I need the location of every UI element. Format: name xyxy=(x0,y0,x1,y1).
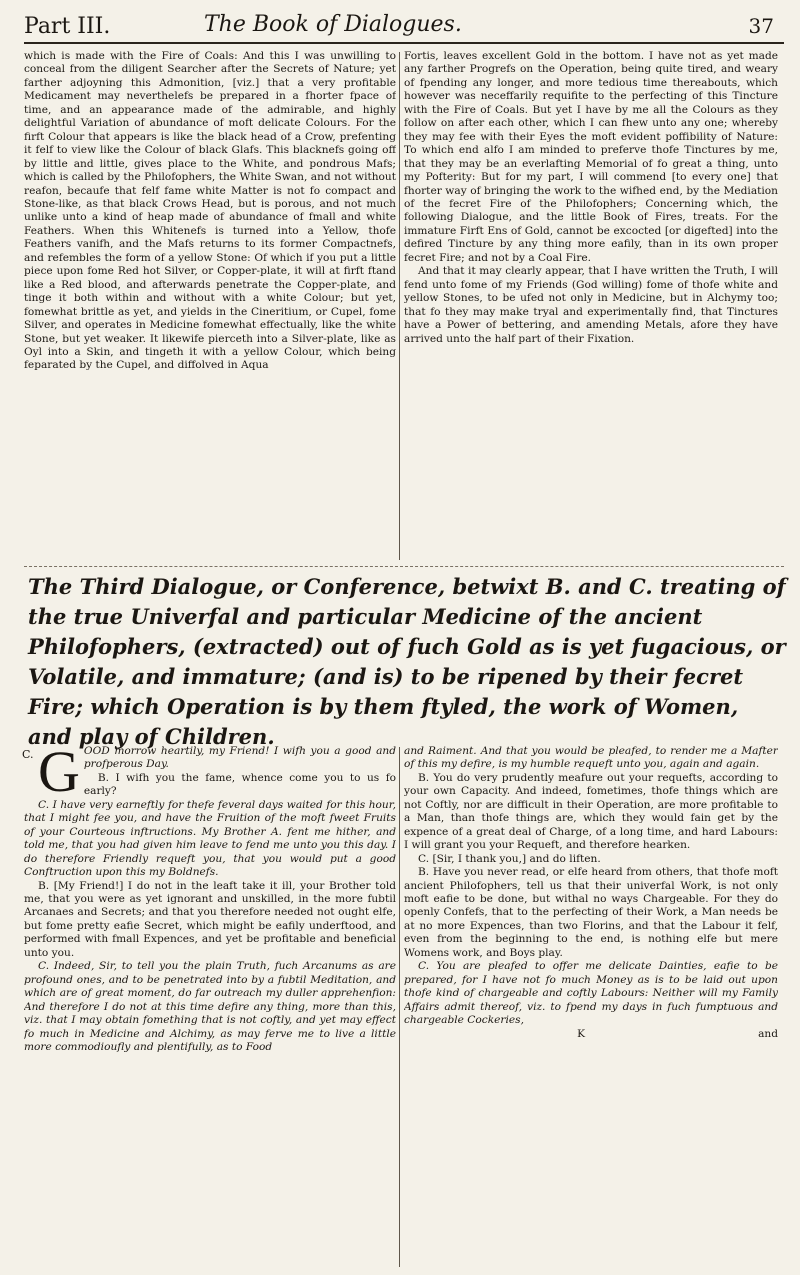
dialogue-heading: The Third Dialogue, or Conference, betwixt B. and C. treating of the true Univerfal and particular Medicine of the ancient Philofophers, (extracted) out of fuch Gold as is yet fugacious, or Volatile, and immature; (and is) to be ripened by their fecret Fire; which Operation is by them ftyled, the work of Women, and play of Children. xyxy=(28,574,786,749)
book-title: The Book of Dialogues. xyxy=(204,12,462,37)
paragraph: OOD morrow heartily, my Friend! I wifh you a good and profperous Day. xyxy=(83,745,396,771)
top-left-column xyxy=(24,50,396,558)
paragraph: B. Have you never read, or elfe heard from others, that thofe moft ancient Philofophers, tell us that their univerfal Work, is not only moft eafie to be done, but withal no ways Chargeable. For they do openly Confefs, that to the perfecting of their Work, a Man needs be at no more Expences, than two Florins, and that the Labour it felf, even from the beginning to the end, is nothing elfe but mere Womens work, and Boys play. xyxy=(404,866,778,959)
bottom-left-column xyxy=(24,745,396,1265)
header-rule xyxy=(24,42,784,44)
paragraph: Fortis, leaves excellent Gold in the bottom. I have not as yet made any farther Progrefs on the Operation, being quite tired, and weary of fpending any longer, and more tedious time thereabouts, which however was neceffarily requifite to the perfecting of this Tincture with the Fire of Coals. But yet I have by me all the Colours as they follow on after each other, which I can fhew unto any one; whereby they may fee with their Eyes the moft evident poffibility of Nature: To which end alfo I am minded to preferve thofe Tinctures by me, that they may be an everlafting Memorial of fo great a thing, unto my Pofterity: But for my part, I will commend [to every one] that fhorter way of bringing the work to the wifhed end, by the Mediation of the fecret Fire of the Philofophers; Concerning which, the following Dialogue, and the little Book of Fires, treats. For the immature Firft Ens of Gold, cannot be excocted [or digefted] into the defired Tincture by any thing more eafily, than in its own proper fecret Fire; and not by a Coal Fire. xyxy=(404,50,778,264)
section-divider xyxy=(24,566,784,567)
part-label: Part III. xyxy=(24,14,111,39)
drop-cap: G xyxy=(38,745,80,804)
top-right-column xyxy=(404,50,778,558)
column-divider xyxy=(399,52,400,560)
paragraph: C. Indeed, Sir, to tell you the plain Truth, fuch Arcanums as are profound ones, and to be penetrated into by a fubtil Meditation, and which are of great moment, do far outreach my duller apprehenfion: And therefore I do not at this time defire any thing, more than this, viz. that I may obtain fomething that is not coftly, and yet may effect fo much in Medicine and Alchimy, as may ferve me to live a little more commodioufly and plentifully, as to Food xyxy=(24,960,396,1053)
paragraph: C. You are pleafed to offer me delicate Dainties, eafie to be prepared, for I have not fo much Money as is to be laid out upon thofe kind of chargeable and coftly Labours: Neither will my Family Affairs admit thereof, viz. to fpend my days in fuch fumptuous and chargeable Cockeries, xyxy=(404,960,778,1027)
paragraph: B. I wifh you the fame, whence come you to us fo early? xyxy=(83,771,396,798)
signature-mark: K xyxy=(577,1027,585,1040)
paragraph: And that it may clearly appear, that I have written the Truth, I will fend unto fome of my Friends (God willing) fome of thofe white and yellow Stones, to be ufed not only in Medicine, but in Alchymy too; that fo they may make tryal and experimentally find, that Tinctures have a Power of bettering, and amending Metals, afore they have arrived unto the half part of their Fixation. xyxy=(404,265,778,345)
paragraph: B. [My Friend!] I do not in the leaft take it ill, your Brother told me, that you were as yet ignorant and unskilled, in the more fubtil Arcanaes and Secrets; and that you therefore needed not ought elfe, but fome pretty eafie Secret, which might be eafily underftood, and performed with fmall Expences, and yet be profitable and beneficial unto you. xyxy=(24,879,396,959)
paragraph: B. You do very prudently meafure out your requefts, according to your own Capacity. And indeed, fometimes, thofe things which are not Coftly, nor are difficult in their Operation, are more profitable to a Man, than thofe things are, which they would fain get by the expence of a great deal of Charge, of a long time, and hard Labours: I will grant you your Requeft, and therefore hearken. xyxy=(404,771,778,852)
paragraph: which is made with the Fire of Coals: And this I was unwilling to conceal from the diligent Searcher after the Secrets of Nature; yet farther adjoyning this Admonition, [viz.] that a very profitable Medicament may neverthelefs be prepared in a fhorter fpace of time, and an appearance made of the admirable, and highly delightful Variation of abundance of moft delicate Colours. For the firft Colour that appears is like the black head of a Crow, prefenting it felf to view like the Colour of black Glafs. This blacknefs going off by little and little, gives place to the White, and pondrous Mafs; which is called by the Philofophers, the White Swan, and not without reafon, becaufe that felf fame white Matter is not fo compact and Stone-like, as that black Crows Head, but is porous, and not much unlike unto a kind of heap made of abundance of fmall and white Feathers. When this Whitenefs is turned into a Yellow, thofe Feathers vanifh, and the Mafs returns to its former Compactnefs, and refembles the form of a yellow Stone: Of which if you put a little piece upon fome Red hot Silver, or Copper-plate, it will at firft ftand like a Red blood, and afterwards penetrate the Copper-plate, and tinge it both within and without with a white Colour; but yet, fomewhat brittle as yet, and yields in the Cineritium, or Cupel, fome Silver, and operates in Medicine fomewhat effectually, like the white Stone, but yet weaker. It likewife pierceth into a Silver-plate, like as Oyl into a Skin, and tingeth it with a yellow Colour, which being feparated by the Cupel, and diffolved in Aqua xyxy=(24,50,396,372)
paragraph: C. [Sir, I thank you,] and do liften. xyxy=(418,852,601,865)
paragraph: and Raiment. And that you would be pleafed, to render me a Mafter of this my defire, is my humble requeft unto you, again and again. xyxy=(404,745,778,771)
page-number: 37 xyxy=(748,14,774,38)
bottom-right-column xyxy=(404,745,778,1265)
paragraph: C. I have very earneftly for thefe feveral days waited for this hour, that I might fee you, and have the Fruition of the moft fweet Fruits of your Courteous inftructions. My Brother A. fent me hither, and told me, that you had given him leave to fend me unto you this day. I do therefore Friendly requeft you, that you would put a good Conftruction upon this my Boldnefs. xyxy=(24,798,396,879)
column-divider xyxy=(399,747,400,1267)
speaker-label: C. xyxy=(22,748,34,761)
catchword: and xyxy=(758,1027,778,1040)
